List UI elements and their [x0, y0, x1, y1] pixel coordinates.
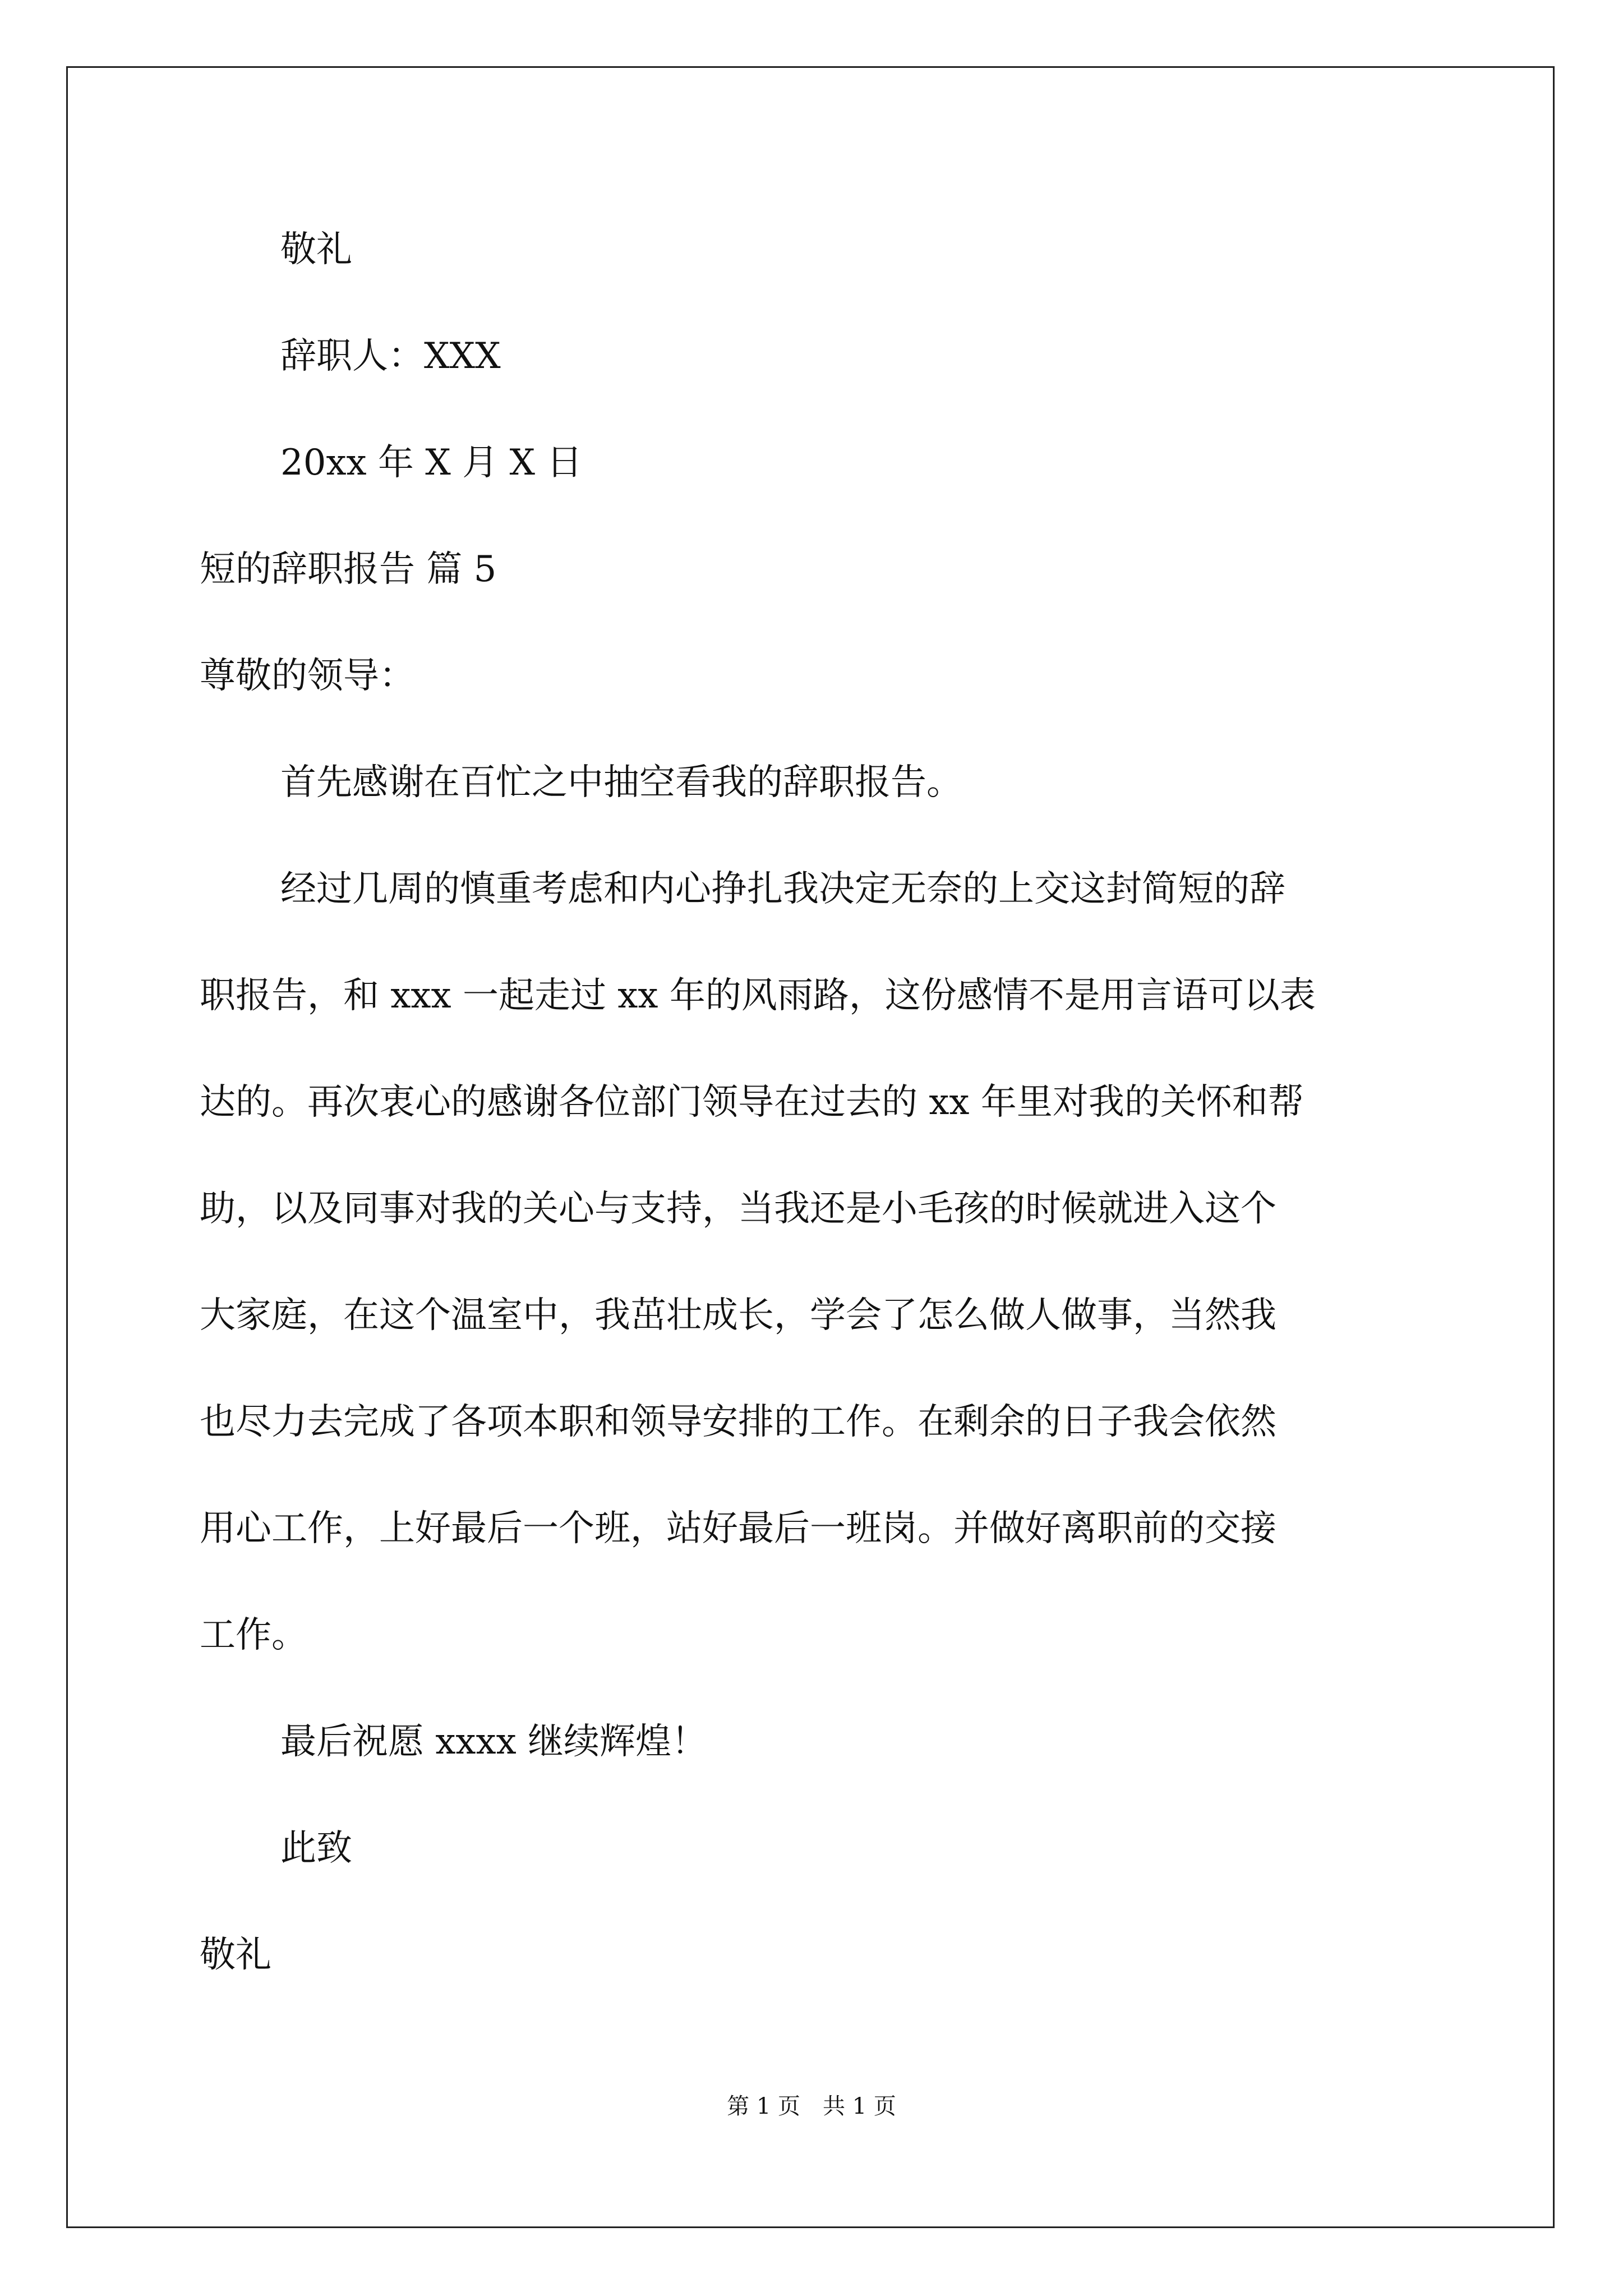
paragraph-body-line: 经过几周的慎重考虑和内心挣扎我决定无奈的上交这封简短的辞: [280, 868, 1285, 910]
paragraph-body-line: 用心工作，上好最后一个班，站好最后一班岗。并做好离职前的交接: [200, 1508, 1276, 1549]
paragraph-body-line: 工作。: [200, 1614, 307, 1656]
resigner-line: 辞职人：XXX: [280, 335, 501, 377]
date-line: 20xx 年 X 月 X 日: [280, 442, 583, 484]
page-footer: 第 1 页 共 1 页: [727, 2093, 896, 2119]
closing-respect: 敬礼: [200, 1934, 271, 1976]
closing-wish: 最后祝愿 xxxx 继续辉煌！: [280, 1721, 708, 1763]
paragraph-body-line: 助，以及同事对我的关心与支持，当我还是小毛孩的时候就进入这个: [200, 1188, 1276, 1230]
paragraph-body-line: 也尽力去完成了各项本职和领导安排的工作。在剩余的日子我会依然: [200, 1401, 1276, 1443]
paragraph-body-line: 职报告，和 xxx 一起走过 xx 年的风雨路，这份感情不是用言语可以表: [200, 975, 1316, 1016]
paragraph-body-line: 达的。再次衷心的感谢各位部门领导在过去的 xx 年里对我的关怀和帮: [200, 1082, 1304, 1123]
paragraph-body-line: 大家庭，在这个温室中，我茁壮成长，学会了怎么做人做事，当然我: [200, 1295, 1276, 1336]
paragraph-thanks: 首先感谢在百忙之中抽空看我的辞职报告。: [280, 762, 962, 803]
salutation: 尊敬的领导：: [200, 655, 415, 697]
section-heading: 短的辞职报告 篇 5: [200, 549, 497, 590]
page-border: [66, 66, 1555, 2228]
closing-respect: 敬礼: [280, 229, 352, 270]
closing-this: 此致: [280, 1828, 352, 1869]
